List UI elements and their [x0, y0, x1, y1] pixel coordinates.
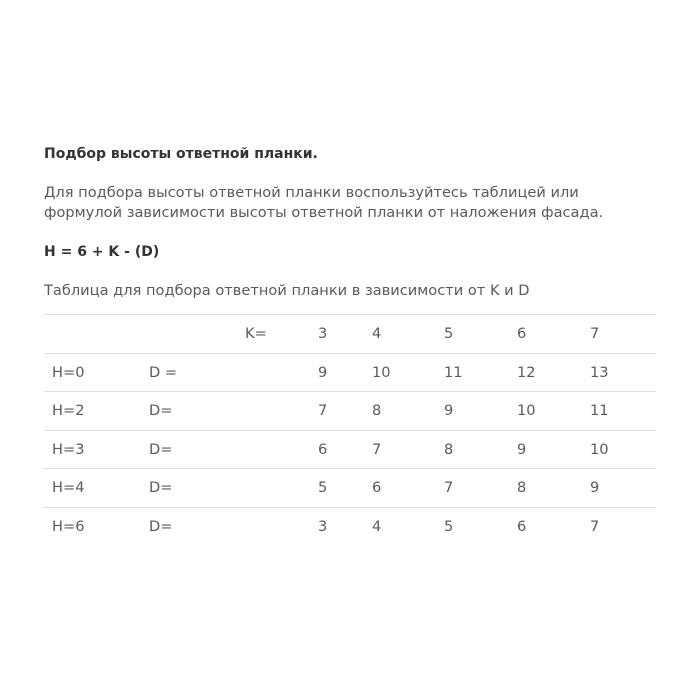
table-cell: 11 [590, 392, 656, 431]
table-cell: 8 [372, 392, 444, 431]
table-cell: D= [149, 430, 245, 469]
table-row [44, 507, 656, 545]
table-cell: 10 [590, 430, 656, 469]
table-row [44, 469, 656, 508]
table-cell [44, 315, 149, 354]
table-cell: 7 [590, 517, 600, 535]
table-cell: H=2 [44, 392, 149, 431]
table-cell: H=0 [44, 353, 149, 392]
table-cell: 9 [444, 392, 517, 431]
table-cell: 7 [444, 469, 517, 508]
table-cell [245, 469, 318, 508]
table-row [44, 392, 656, 431]
table-cell: D= [149, 517, 173, 535]
table-row [44, 353, 656, 392]
table-cell [149, 315, 245, 354]
table-cell: D= [149, 392, 245, 431]
table-row [44, 430, 656, 469]
table-cell: 10 [372, 353, 444, 392]
intro-paragraph: Для подбора высоты ответной планки воспользуйтесь таблицей или формулой зависимости высоты ответной планки от наложения фасада. [44, 184, 604, 221]
table-cell [245, 353, 318, 392]
table-cell: 5 [444, 315, 517, 354]
table-cell: 9 [590, 469, 656, 508]
table-cell: 11 [444, 353, 517, 392]
table-cell: 9 [318, 353, 372, 392]
table-cell: 5 [444, 517, 454, 535]
table-cell [245, 392, 318, 431]
table-cell: 7 [318, 392, 372, 431]
table-cell: 6 [372, 469, 444, 508]
table-cell: H=4 [44, 469, 149, 508]
table-cell: 8 [444, 430, 517, 469]
table-caption: Таблица для подбора ответной планки в зависимости от K и D [44, 282, 530, 299]
table-cell: H=6 [52, 517, 85, 535]
table-cell [245, 430, 318, 469]
table-cell [245, 507, 318, 545]
article-content [44, 144, 656, 545]
table-cell: 3 [318, 517, 328, 535]
formula: H = 6 + K - (D) [44, 244, 160, 260]
table-cell: K= [245, 315, 318, 354]
table-cell: D= [149, 469, 245, 508]
table-cell: 5 [318, 469, 372, 508]
table-cell: 6 [318, 430, 372, 469]
table-cell: 4 [372, 315, 444, 354]
table-cell: 4 [372, 517, 382, 535]
table-cell: D = [149, 353, 245, 392]
section-heading: Подбор высоты ответной планки. [44, 146, 318, 162]
table-cell: 13 [590, 353, 656, 392]
table-cell: 7 [590, 315, 656, 354]
table-cell: 10 [517, 392, 590, 431]
table-cell: 8 [517, 469, 590, 508]
table-header-row [44, 315, 656, 354]
table-cell: 9 [517, 430, 590, 469]
table-cell: 7 [372, 430, 444, 469]
selection-table [44, 314, 656, 545]
table-cell: 6 [517, 517, 527, 535]
table-cell: 3 [318, 315, 372, 354]
table-cell: 12 [517, 353, 590, 392]
table-cell: H=3 [44, 430, 149, 469]
table-cell: 6 [517, 315, 590, 354]
